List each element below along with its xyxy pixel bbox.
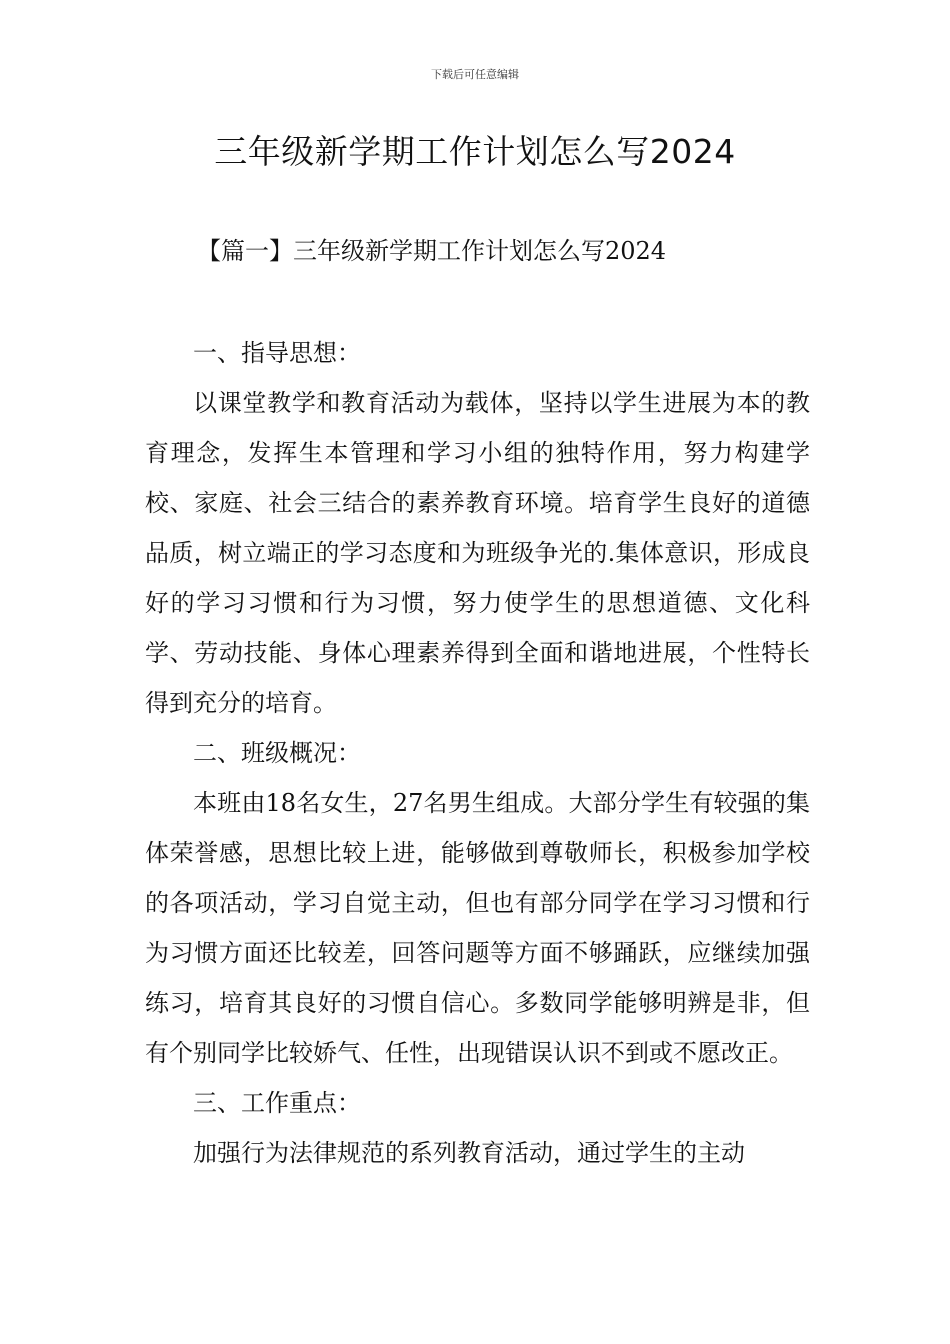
document-body (145, 328, 810, 1178)
heading-work-focus: 三、工作重点： (193, 1089, 361, 1117)
paragraph-guiding-ideology: 以课堂教学和教育活动为载体，坚持以学生进展为本的教育理念，发挥生本管理和学习小组的独特作用，努力构建学校、家庭、社会三结合的素养教育环境。培育学生良好的道德品质，树立端正的学习态度和为班级争光的.集体意识，形成良好的学习习惯和行为习惯，努力使学生的思想道德、文化科学、劳动技能、身体心理素养得到全面和谐地进展，个性特长得到充分的培育。 (145, 389, 810, 717)
document-title: 三年级新学期工作计划怎么写2024 (214, 132, 736, 171)
paragraph-class-overview: 本班由18名女生，27名男生组成。大部分学生有较强的集体荣誉感，思想比较上进，能够做到尊敬师长，积极参加学校的各项活动，学习自觉主动，但也有部分同学在学习习惯和行为习惯方面还比较差，回答问题等方面不够踊跃，应继续加强练习，培育其良好的习惯自信心。多数同学能够明辨是非，但有个别同学比较娇气、任性，出现错误认识不到或不愿改正。 (145, 789, 810, 1067)
heading-guiding-ideology: 一、指导思想： (193, 339, 361, 367)
paragraph-work-focus: 加强行为法律规范的系列教育活动，通过学生的主动 (193, 1139, 745, 1167)
header-note: 下载后可任意编辑 (431, 68, 519, 81)
heading-class-overview: 二、班级概况： (193, 739, 361, 767)
section-heading: 【篇一】三年级新学期工作计划怎么写2024 (197, 237, 667, 265)
